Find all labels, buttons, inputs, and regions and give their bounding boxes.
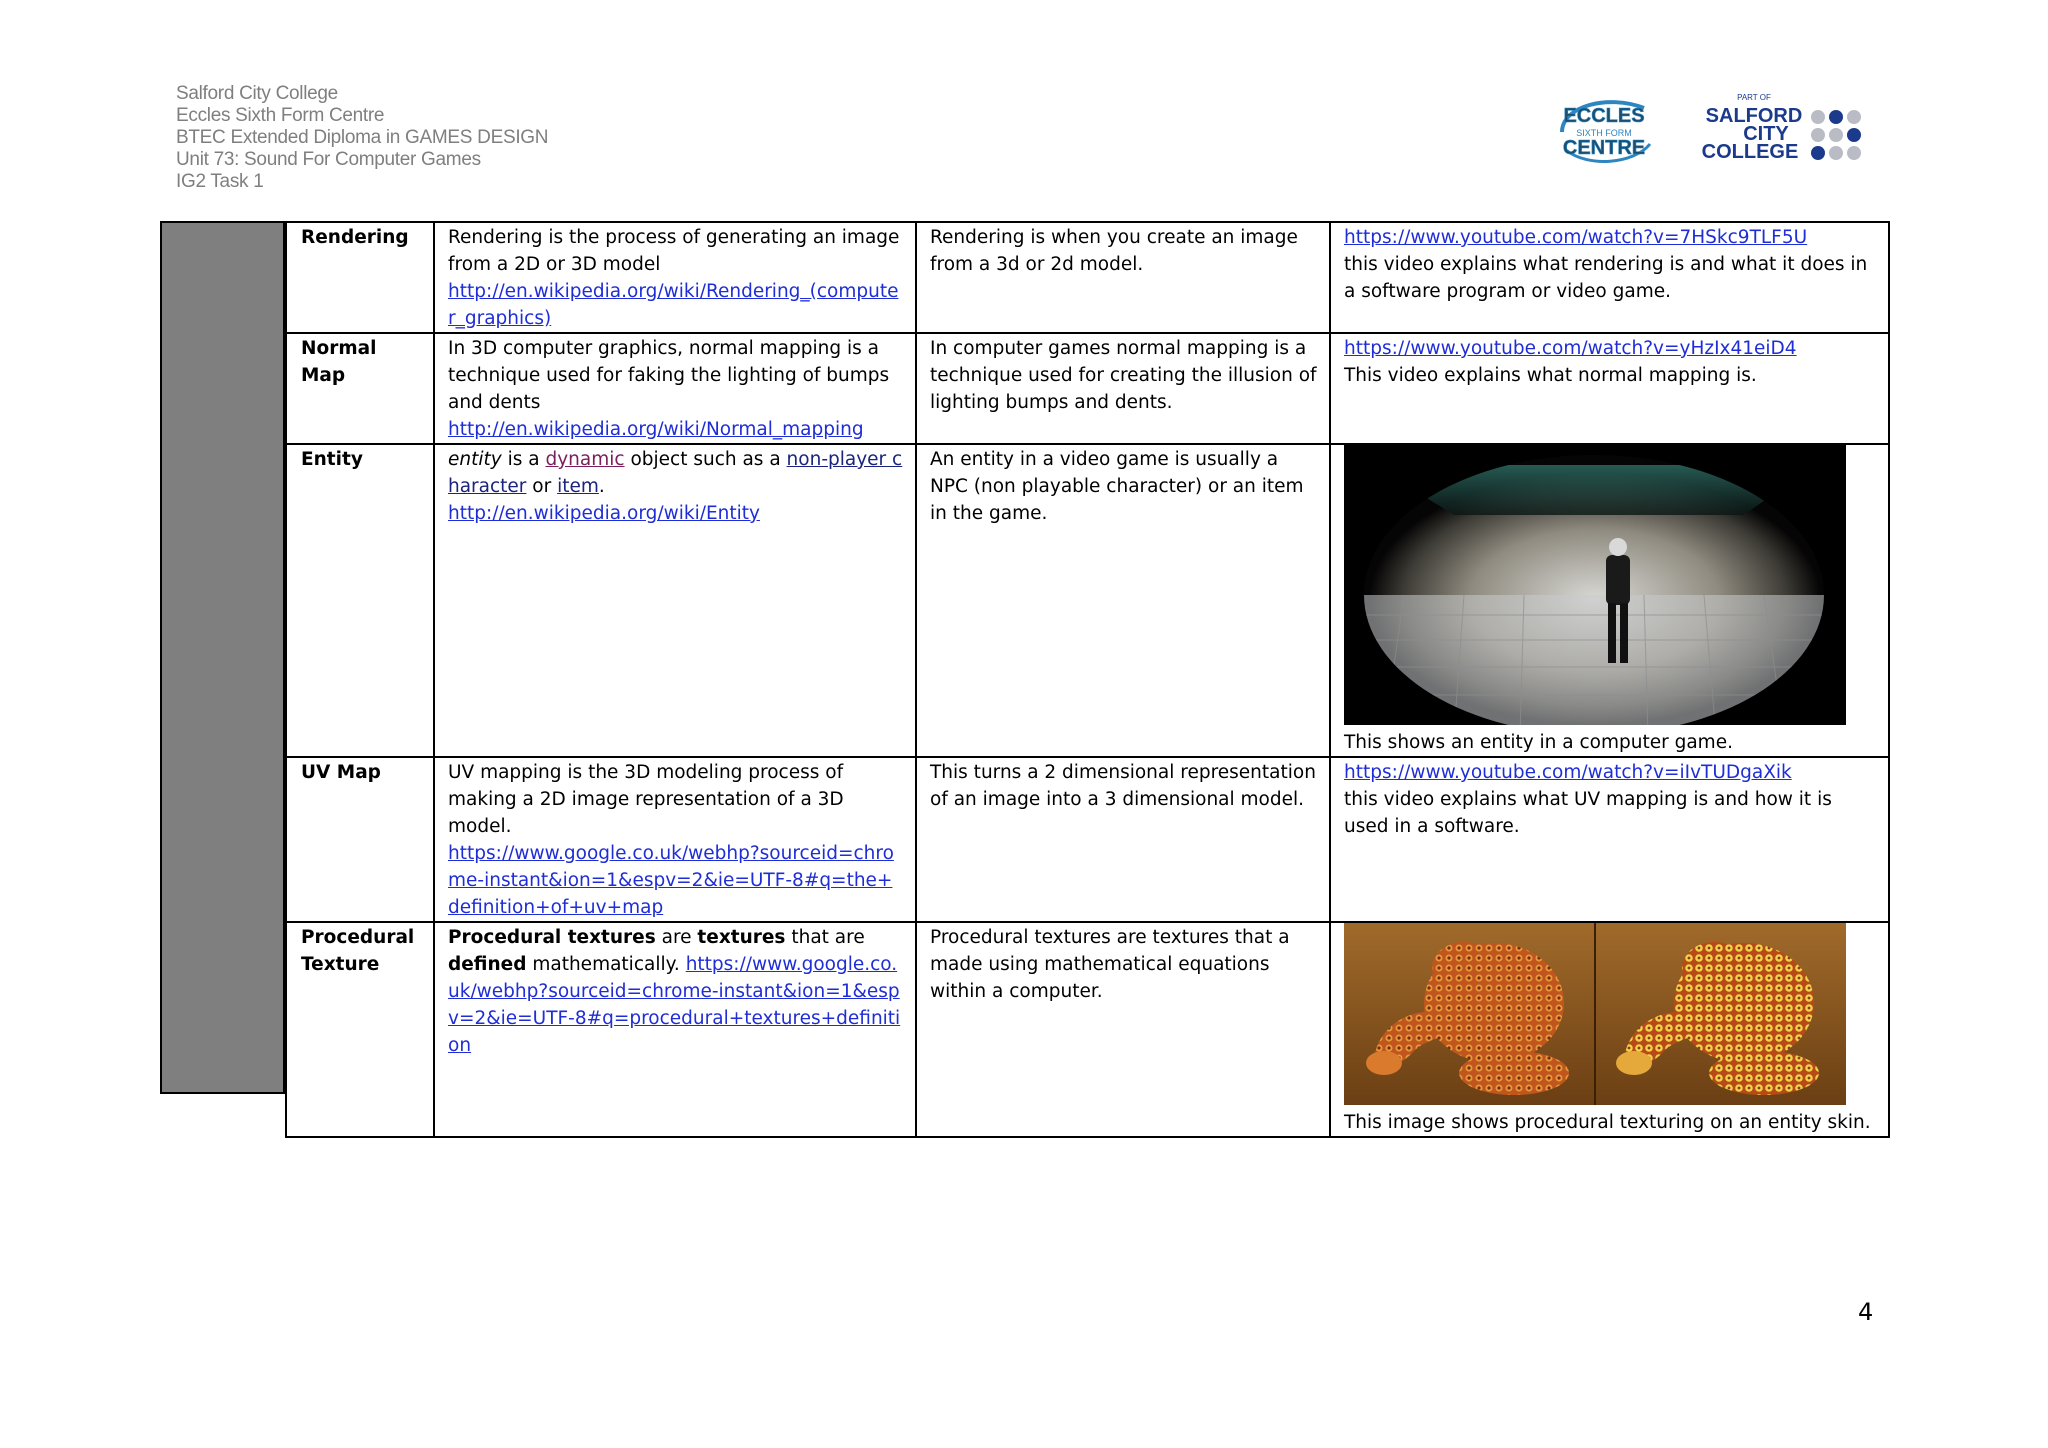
term-line: Procedural	[301, 927, 415, 948]
definition-cell	[434, 757, 916, 922]
definition-cell	[434, 922, 916, 1137]
definition-text: is a	[501, 449, 546, 470]
own-words-cell: An entity in a video game is usually a NPC (non playable character) or an item in the game.	[916, 444, 1330, 757]
definition-bold: textures	[697, 927, 786, 948]
definition-link[interactable]: https://www.google.co.uk/webhp?sourceid=chrome-instant&ion=1&espv=2&ie=UTF-8#q=the+definition+of+uv+map	[448, 843, 894, 918]
salford-city-college-logo	[1700, 90, 1864, 168]
definition-text: are	[655, 927, 698, 948]
example-text: this video explains what UV mapping is and how it is used in a software.	[1344, 789, 1832, 837]
image-caption: This image shows procedural texturing on an entity skin.	[1344, 1112, 1871, 1133]
document-header	[176, 83, 548, 193]
item-link[interactable]: item	[557, 476, 599, 497]
glossary-table	[285, 221, 1890, 1138]
example-text: This video explains what normal mapping is.	[1344, 365, 1757, 386]
video-link[interactable]: https://www.youtube.com/watch?v=iIvTUDgaXik	[1344, 762, 1792, 783]
definition-text: In 3D computer graphics, normal mapping is a technique used for faking the lighting of bumps and dents	[448, 338, 890, 413]
page-number: 4	[1858, 1298, 1874, 1326]
own-words-cell: In computer games normal mapping is a technique used for creating the illusion of lighting bumps and dents.	[916, 333, 1330, 444]
term-cell: Normal Map	[286, 333, 434, 444]
eccles-centre-logo	[1548, 92, 1660, 170]
definition-link[interactable]: https://www.google.co.uk/webhp?sourceid=chrome-instant&ion=1&espv=2&ie=UTF-8#q=procedural+textures+definition	[448, 954, 901, 1056]
definition-link[interactable]: http://en.wikipedia.org/wiki/Entity	[448, 503, 760, 524]
table-row	[286, 757, 1889, 922]
header-college: Salford City College	[176, 83, 338, 104]
example-cell	[1330, 333, 1889, 444]
definition-cell	[434, 222, 916, 333]
definition-text: that are	[785, 927, 865, 948]
image-caption: This shows an entity in a computer game.	[1344, 732, 1733, 753]
own-words-cell: Rendering is when you create an image from a 3d or 2d model.	[916, 222, 1330, 333]
table-row	[286, 222, 1889, 333]
video-link[interactable]: https://www.youtube.com/watch?v=yHzIx41eiD4	[1344, 338, 1797, 359]
term-cell: Entity	[286, 444, 434, 757]
procedural-texture-image	[1344, 923, 1846, 1105]
example-cell	[1330, 757, 1889, 922]
non-player-character-link[interactable]: non-player character	[448, 449, 903, 497]
definition-italic: entity	[448, 449, 502, 470]
definition-text: object such as a	[624, 449, 787, 470]
header-unit: Unit 73: Sound For Computer Games	[176, 149, 481, 170]
definition-bold: Procedural textures	[448, 927, 656, 948]
header-task: IG2 Task 1	[176, 171, 264, 192]
definition-text: mathematically.	[526, 954, 686, 975]
definition-text: .	[598, 476, 605, 497]
definition-link[interactable]: http://en.wikipedia.org/wiki/Normal_mapping	[448, 419, 864, 440]
dynamic-link[interactable]: dynamic	[545, 449, 625, 470]
svg-text:SALFORD: SALFORD	[1705, 105, 1803, 127]
side-column	[160, 221, 285, 1094]
definition-cell	[434, 333, 916, 444]
table-row	[286, 444, 1889, 757]
definition-cell	[434, 444, 916, 757]
svg-text:CITY: CITY	[1743, 123, 1789, 145]
term-cell: Rendering	[286, 222, 434, 333]
example-cell	[1330, 444, 1889, 757]
term-cell	[286, 922, 434, 1137]
example-cell	[1330, 222, 1889, 333]
definition-text: Rendering is the process of generating an image from a 2D or 3D model	[448, 227, 900, 275]
own-words-cell: This turns a 2 dimensional representation of an image into a 3 dimensional model.	[916, 757, 1330, 922]
header-course: BTEC Extended Diploma in GAMES DESIGN	[176, 127, 549, 148]
svg-text:SIXTH FORM: SIXTH FORM	[1576, 128, 1632, 138]
definition-text: or	[526, 476, 558, 497]
svg-text:COLLEGE: COLLEGE	[1701, 141, 1799, 163]
entity-game-screenshot	[1344, 445, 1846, 725]
video-link[interactable]: https://www.youtube.com/watch?v=7HSkc9TLF5U	[1344, 227, 1808, 248]
header-centre: Eccles Sixth Form Centre	[176, 105, 385, 126]
example-cell	[1330, 922, 1889, 1137]
definition-bold: defined	[448, 954, 527, 975]
svg-text:CENTRE: CENTRE	[1562, 137, 1646, 159]
term-line: Texture	[301, 954, 380, 975]
table-row	[286, 333, 1889, 444]
term-cell: UV Map	[286, 757, 434, 922]
svg-text:ECCLES: ECCLES	[1563, 105, 1645, 127]
own-words-cell: Procedural textures are textures that a made using mathematical equations within a computer.	[916, 922, 1330, 1137]
svg-text:PART OF: PART OF	[1737, 93, 1771, 102]
table-row	[286, 922, 1889, 1137]
example-text: this video explains what rendering is and what it does in a software program or video game.	[1344, 254, 1868, 302]
definition-text: UV mapping is the 3D modeling process of making a 2D image representation of a 3D model.	[448, 762, 844, 837]
logos	[1548, 88, 1868, 172]
definition-link[interactable]: http://en.wikipedia.org/wiki/Rendering_(computer_graphics)	[448, 281, 899, 329]
